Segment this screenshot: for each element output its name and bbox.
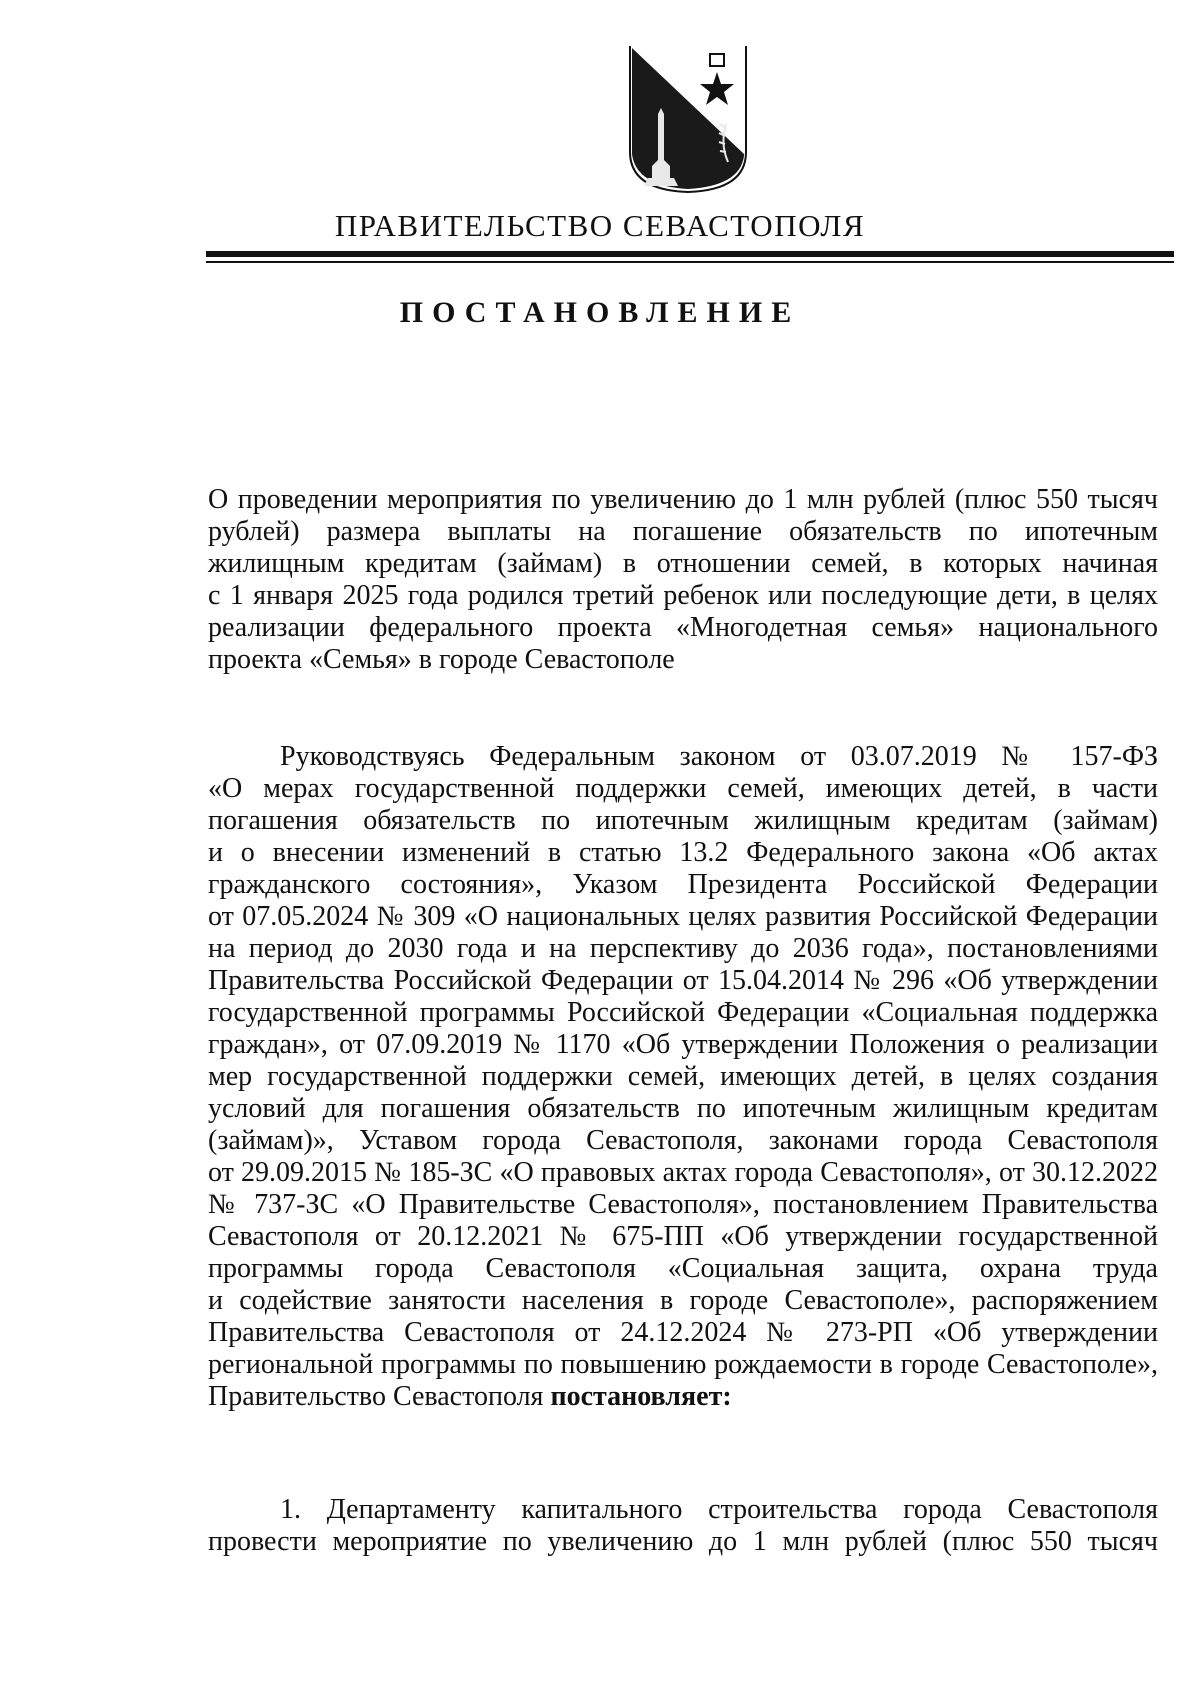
preamble-line: Руководствуясь Федеральным законом от 03.07.2019 № 157-ФЗ <box>280 741 1158 772</box>
clause-1 <box>208 1494 1158 1558</box>
preamble-line: (займам)», Уставом города Севастополя, законами города Севастополя <box>208 1125 1158 1156</box>
preamble-line: государственной программы Российской Федерации «Социальная поддержка <box>208 997 1158 1028</box>
preamble-line: «О мерах государственной поддержки семей, имеющих детей, в части <box>208 773 1158 804</box>
preamble-line: и о внесении изменений в статью 13.2 Федерального закона «Об актах <box>208 837 1158 868</box>
government-name: ПРАВИТЕЛЬСТВО СЕВАСТОПОЛЯ <box>334 208 866 243</box>
resolves-keyword: постановляет: <box>550 1381 732 1412</box>
subject-line: жилищным кредитам (займам) в отношении семей, в которых начиная <box>208 548 1158 579</box>
preamble-paragraph <box>208 741 1158 1413</box>
subject-line: О проведении мероприятия по увеличению до 1 млн рублей (плюс 550 тысяч <box>208 484 1158 515</box>
header-rule-thin <box>206 261 1174 263</box>
preamble-closing-line <box>208 1381 1158 1413</box>
preamble-line: программы города Севастополя «Социальная защита, охрана труда <box>208 1253 1158 1284</box>
header-rule-thick <box>206 251 1174 257</box>
preamble-line: Правительства Севастополя от 24.12.2024 № 273-РП «Об утверждении <box>208 1317 1158 1348</box>
document-subject <box>208 484 1158 676</box>
preamble-line: и содействие занятости населения в городе Севастополе», распоряжением <box>208 1285 1158 1316</box>
document-type-title: ПОСТАНОВЛЕНИЕ <box>399 296 801 329</box>
subject-line: проекта «Семья» в городе Севастополе <box>208 644 675 675</box>
preamble-line: условий для погашения обязательств по ипотечным жилищным кредитам <box>208 1093 1158 1124</box>
sevastopol-coat-of-arms-icon <box>628 44 748 194</box>
clause-line: провести мероприятие по увеличению до 1 млн рублей (плюс 550 тысяч <box>208 1526 1158 1557</box>
preamble-line: погашения обязательств по ипотечным жилищным кредитам (займам) <box>208 805 1158 836</box>
preamble-line: от 29.09.2015 № 185-ЗС «О правовых актах города Севастополя», от 30.12.2022 <box>208 1157 1158 1188</box>
preamble-line: Севастополя от 20.12.2021 № 675-ПП «Об утверждении государственной <box>208 1221 1158 1252</box>
preamble-line: мер государственной поддержки семей, имеющих детей, в целях создания <box>208 1061 1158 1092</box>
preamble-line: региональной программы по повышению рождаемости в городе Севастополе», <box>208 1349 1158 1380</box>
preamble-line: от 07.05.2024 № 309 «О национальных целях развития Российской Федерации <box>208 901 1158 932</box>
preamble-line: № 737-ЗС «О Правительстве Севастополя», постановлением Правительства <box>208 1189 1158 1220</box>
clause-line: 1. Департаменту капитального строительства города Севастополя <box>280 1494 1158 1525</box>
preamble-closing-text: Правительство Севастополя <box>208 1381 551 1412</box>
preamble-line: Правительства Российской Федерации от 15.04.2014 № 296 «Об утверждении <box>208 965 1158 996</box>
preamble-line: на период до 2030 года и на перспективу до 2036 года», постановлениями <box>208 933 1158 964</box>
subject-line: реализации федерального проекта «Многодетная семья» национального <box>208 612 1158 643</box>
subject-line: рублей) размера выплаты на погашение обязательств по ипотечным <box>208 516 1158 547</box>
preamble-line: граждан», от 07.09.2019 № 1170 «Об утверждении Положения о реализации <box>208 1029 1158 1060</box>
subject-line: с 1 января 2025 года родился третий ребенок или последующие дети, в целях <box>208 580 1158 611</box>
preamble-line: гражданского состояния», Указом Президента Российской Федерации <box>208 869 1158 900</box>
